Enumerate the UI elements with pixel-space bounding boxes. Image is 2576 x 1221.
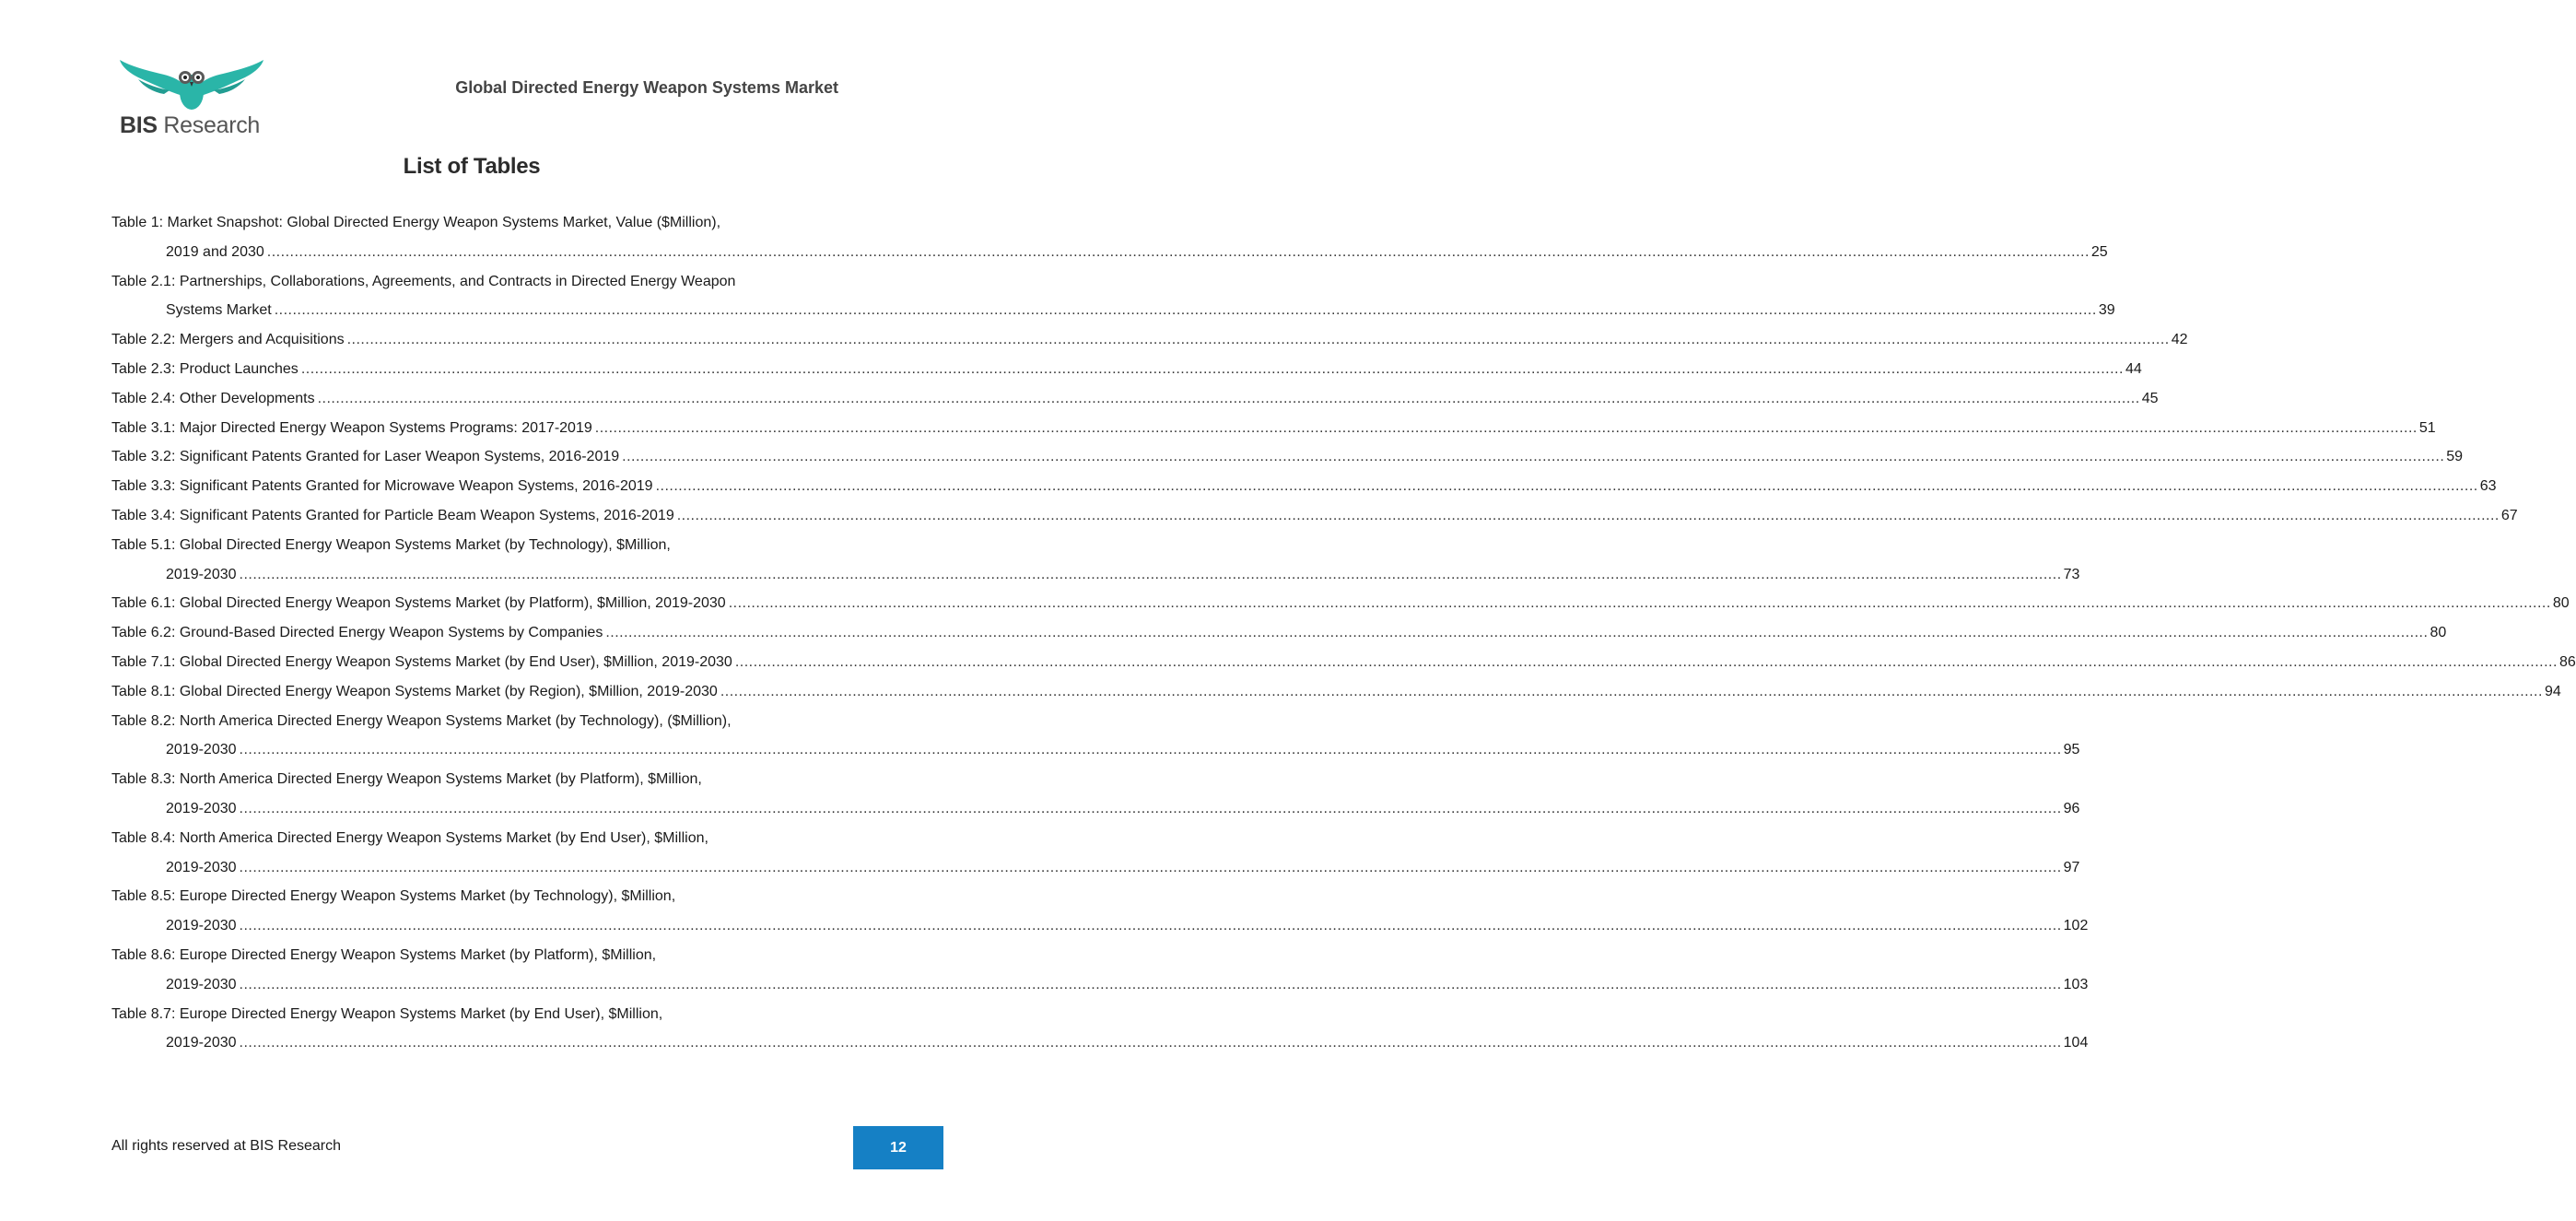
report-title: Global Directed Energy Weapon Systems Market: [455, 78, 838, 97]
toc-entry-title: Table 3.4: Significant Patents Granted for Particle Beam Weapon Systems, 2016-2019: [111, 507, 674, 523]
list-of-tables: [111, 208, 2576, 1058]
dot-leader: ................................................................................................................................................................................................................................................................................................................................................................................................................: [346, 332, 2170, 348]
toc-entry-title: 2019-2030: [166, 566, 237, 582]
toc-entry[interactable]: [111, 765, 2080, 824]
toc-entry-title: Table 6.1: Global Directed Energy Weapon Systems Market (by Platform), $Million, 2019-2030: [111, 595, 726, 612]
dot-leader: ................................................................................................................................................................................................................................................................................................................................................................................................................: [239, 918, 2062, 934]
toc-entry[interactable]: [111, 501, 2518, 531]
bis-research-logo: [118, 57, 265, 140]
dot-leader: ................................................................................................................................................................................................................................................................................................................................................................................................................: [274, 302, 2097, 319]
toc-page-number: 80: [2430, 625, 2447, 641]
toc-entry-title: 2019-2030: [166, 742, 237, 758]
toc-entry[interactable]: [111, 355, 2142, 384]
dot-leader: ................................................................................................................................................................................................................................................................................................................................................................................................................: [300, 360, 2124, 377]
dot-leader: ................................................................................................................................................................................................................................................................................................................................................................................................................: [594, 419, 2418, 436]
toc-entry-title: Table 2.1: Partnerships, Collaborations, Agreements, and Contracts in Directed Energy Weapon: [111, 273, 736, 289]
toc-entry[interactable]: [111, 618, 2447, 648]
dot-leader: ................................................................................................................................................................................................................................................................................................................................................................................................................: [734, 653, 2558, 670]
toc-entry[interactable]: [111, 1000, 2089, 1059]
toc-entry[interactable]: [111, 442, 2464, 472]
toc-entry-title: Table 2.3: Product Launches: [111, 360, 299, 377]
toc-entry[interactable]: [111, 384, 2159, 414]
toc-entry[interactable]: [111, 589, 2570, 618]
toc-entry[interactable]: [111, 824, 2080, 883]
toc-entry[interactable]: [111, 531, 2080, 590]
footer-rights: All rights reserved at BIS Research: [111, 1138, 341, 1154]
owl-icon: [118, 57, 265, 114]
toc-entry-title: Table 8.4: North America Directed Energy Weapon Systems Market (by End User), $Million,: [111, 829, 708, 846]
toc-entry-title: Table 3.1: Major Directed Energy Weapon Systems Programs: 2017-2019: [111, 419, 592, 436]
toc-entry-title: 2019-2030: [166, 800, 237, 816]
dot-leader: ................................................................................................................................................................................................................................................................................................................................................................................................................: [239, 1035, 2062, 1051]
toc-entry[interactable]: [111, 414, 2436, 443]
toc-page-number: 63: [2479, 478, 2497, 495]
toc-entry[interactable]: [111, 325, 2188, 355]
dot-leader: ................................................................................................................................................................................................................................................................................................................................................................................................................: [239, 859, 2062, 875]
toc-entry-title: 2019-2030: [166, 976, 237, 992]
dot-leader: ................................................................................................................................................................................................................................................................................................................................................................................................................: [239, 976, 2062, 992]
toc-page-number: 86: [2558, 653, 2576, 670]
toc-entry-title: 2019-2030: [166, 859, 237, 875]
toc-page-number: 95: [2063, 742, 2080, 758]
dot-leader: ................................................................................................................................................................................................................................................................................................................................................................................................................: [676, 507, 2500, 523]
toc-entry-title: Table 8.5: Europe Directed Energy Weapon Systems Market (by Technology), $Million,: [111, 888, 676, 905]
dot-leader: ................................................................................................................................................................................................................................................................................................................................................................................................................: [266, 243, 2090, 260]
toc-entry-title: Table 6.2: Ground-Based Directed Energy Weapon Systems by Companies: [111, 625, 603, 641]
toc-page-number: 44: [2125, 360, 2142, 377]
toc-page-number: 51: [2418, 419, 2436, 436]
toc-entry[interactable]: [111, 882, 2089, 941]
toc-page-number: 45: [2141, 390, 2159, 406]
dot-leader: ................................................................................................................................................................................................................................................................................................................................................................................................................: [317, 390, 2140, 406]
toc-entry[interactable]: [111, 208, 2108, 267]
toc-entry-title: Table 1: Market Snapshot: Global Directed Energy Weapon Systems Market, Value ($Million),: [111, 215, 721, 230]
toc-entry-title: Table 8.1: Global Directed Energy Weapon Systems Market (by Region), $Million, 2019-2030: [111, 683, 718, 699]
toc-entry[interactable]: [111, 648, 2576, 677]
page-title: List of Tables: [403, 154, 541, 179]
toc-entry[interactable]: [111, 941, 2089, 1000]
toc-entry-title: Table 2.2: Mergers and Acquisitions: [111, 332, 345, 348]
toc-entry-title: 2019-2030: [166, 1035, 237, 1051]
toc-entry-title: Systems Market: [166, 302, 272, 319]
toc-entry-title: Table 7.1: Global Directed Energy Weapon Systems Market (by End User), $Million, 2019-2030: [111, 653, 732, 670]
toc-page-number: 25: [2090, 243, 2108, 260]
toc-page-number: 59: [2446, 449, 2464, 465]
dot-leader: ................................................................................................................................................................................................................................................................................................................................................................................................................: [239, 800, 2062, 816]
toc-page-number: 104: [2063, 1035, 2089, 1051]
toc-page-number: 80: [2552, 595, 2570, 612]
toc-entry-title: Table 5.1: Global Directed Energy Weapon Systems Market (by Technology), $Million,: [111, 536, 671, 553]
toc-entry[interactable]: [111, 677, 2561, 707]
toc-entry-title: Table 8.7: Europe Directed Energy Weapon Systems Market (by End User), $Million,: [111, 1005, 663, 1022]
toc-page-number: 102: [2063, 918, 2089, 934]
toc-page-number: 39: [2098, 302, 2115, 319]
toc-page-number: 97: [2063, 859, 2080, 875]
toc-entry-title: 2019 and 2030: [166, 243, 264, 260]
toc-page-number: 42: [2171, 332, 2188, 348]
toc-page-number: 73: [2063, 566, 2080, 582]
toc-page-number: 96: [2063, 800, 2080, 816]
dot-leader: ................................................................................................................................................................................................................................................................................................................................................................................................................: [605, 625, 2429, 641]
logo-text: BIS Research: [120, 112, 261, 138]
toc-entry-title: Table 3.3: Significant Patents Granted for Microwave Weapon Systems, 2016-2019: [111, 478, 653, 495]
toc-entry-title: Table 3.2: Significant Patents Granted for Laser Weapon Systems, 2016-2019: [111, 449, 620, 465]
toc-entry[interactable]: [111, 472, 2497, 501]
toc-entry-title: 2019-2030: [166, 918, 237, 934]
toc-page-number: 94: [2544, 683, 2561, 699]
dot-leader: ................................................................................................................................................................................................................................................................................................................................................................................................................: [720, 683, 2543, 699]
toc-entry-title: Table 8.3: North America Directed Energy Weapon Systems Market (by Platform), $Million,: [111, 771, 702, 788]
toc-entry-title: Table 8.2: North America Directed Energy Weapon Systems Market (by Technology), ($Million),: [111, 712, 732, 729]
dot-leader: ................................................................................................................................................................................................................................................................................................................................................................................................................: [239, 742, 2062, 758]
dot-leader: ................................................................................................................................................................................................................................................................................................................................................................................................................: [622, 449, 2445, 465]
toc-page-number: 67: [2500, 507, 2518, 523]
dot-leader: ................................................................................................................................................................................................................................................................................................................................................................................................................: [728, 595, 2551, 612]
toc-page-number: 103: [2063, 976, 2089, 992]
dot-leader: ................................................................................................................................................................................................................................................................................................................................................................................................................: [239, 566, 2062, 582]
toc-entry[interactable]: [111, 707, 2080, 766]
page-number-badge: 12: [853, 1126, 943, 1169]
toc-entry-title: Table 8.6: Europe Directed Energy Weapon Systems Market (by Platform), $Million,: [111, 946, 657, 963]
toc-entry[interactable]: [111, 267, 2115, 326]
toc-entry-title: Table 2.4: Other Developments: [111, 390, 315, 406]
dot-leader: ................................................................................................................................................................................................................................................................................................................................................................................................................: [655, 478, 2478, 495]
